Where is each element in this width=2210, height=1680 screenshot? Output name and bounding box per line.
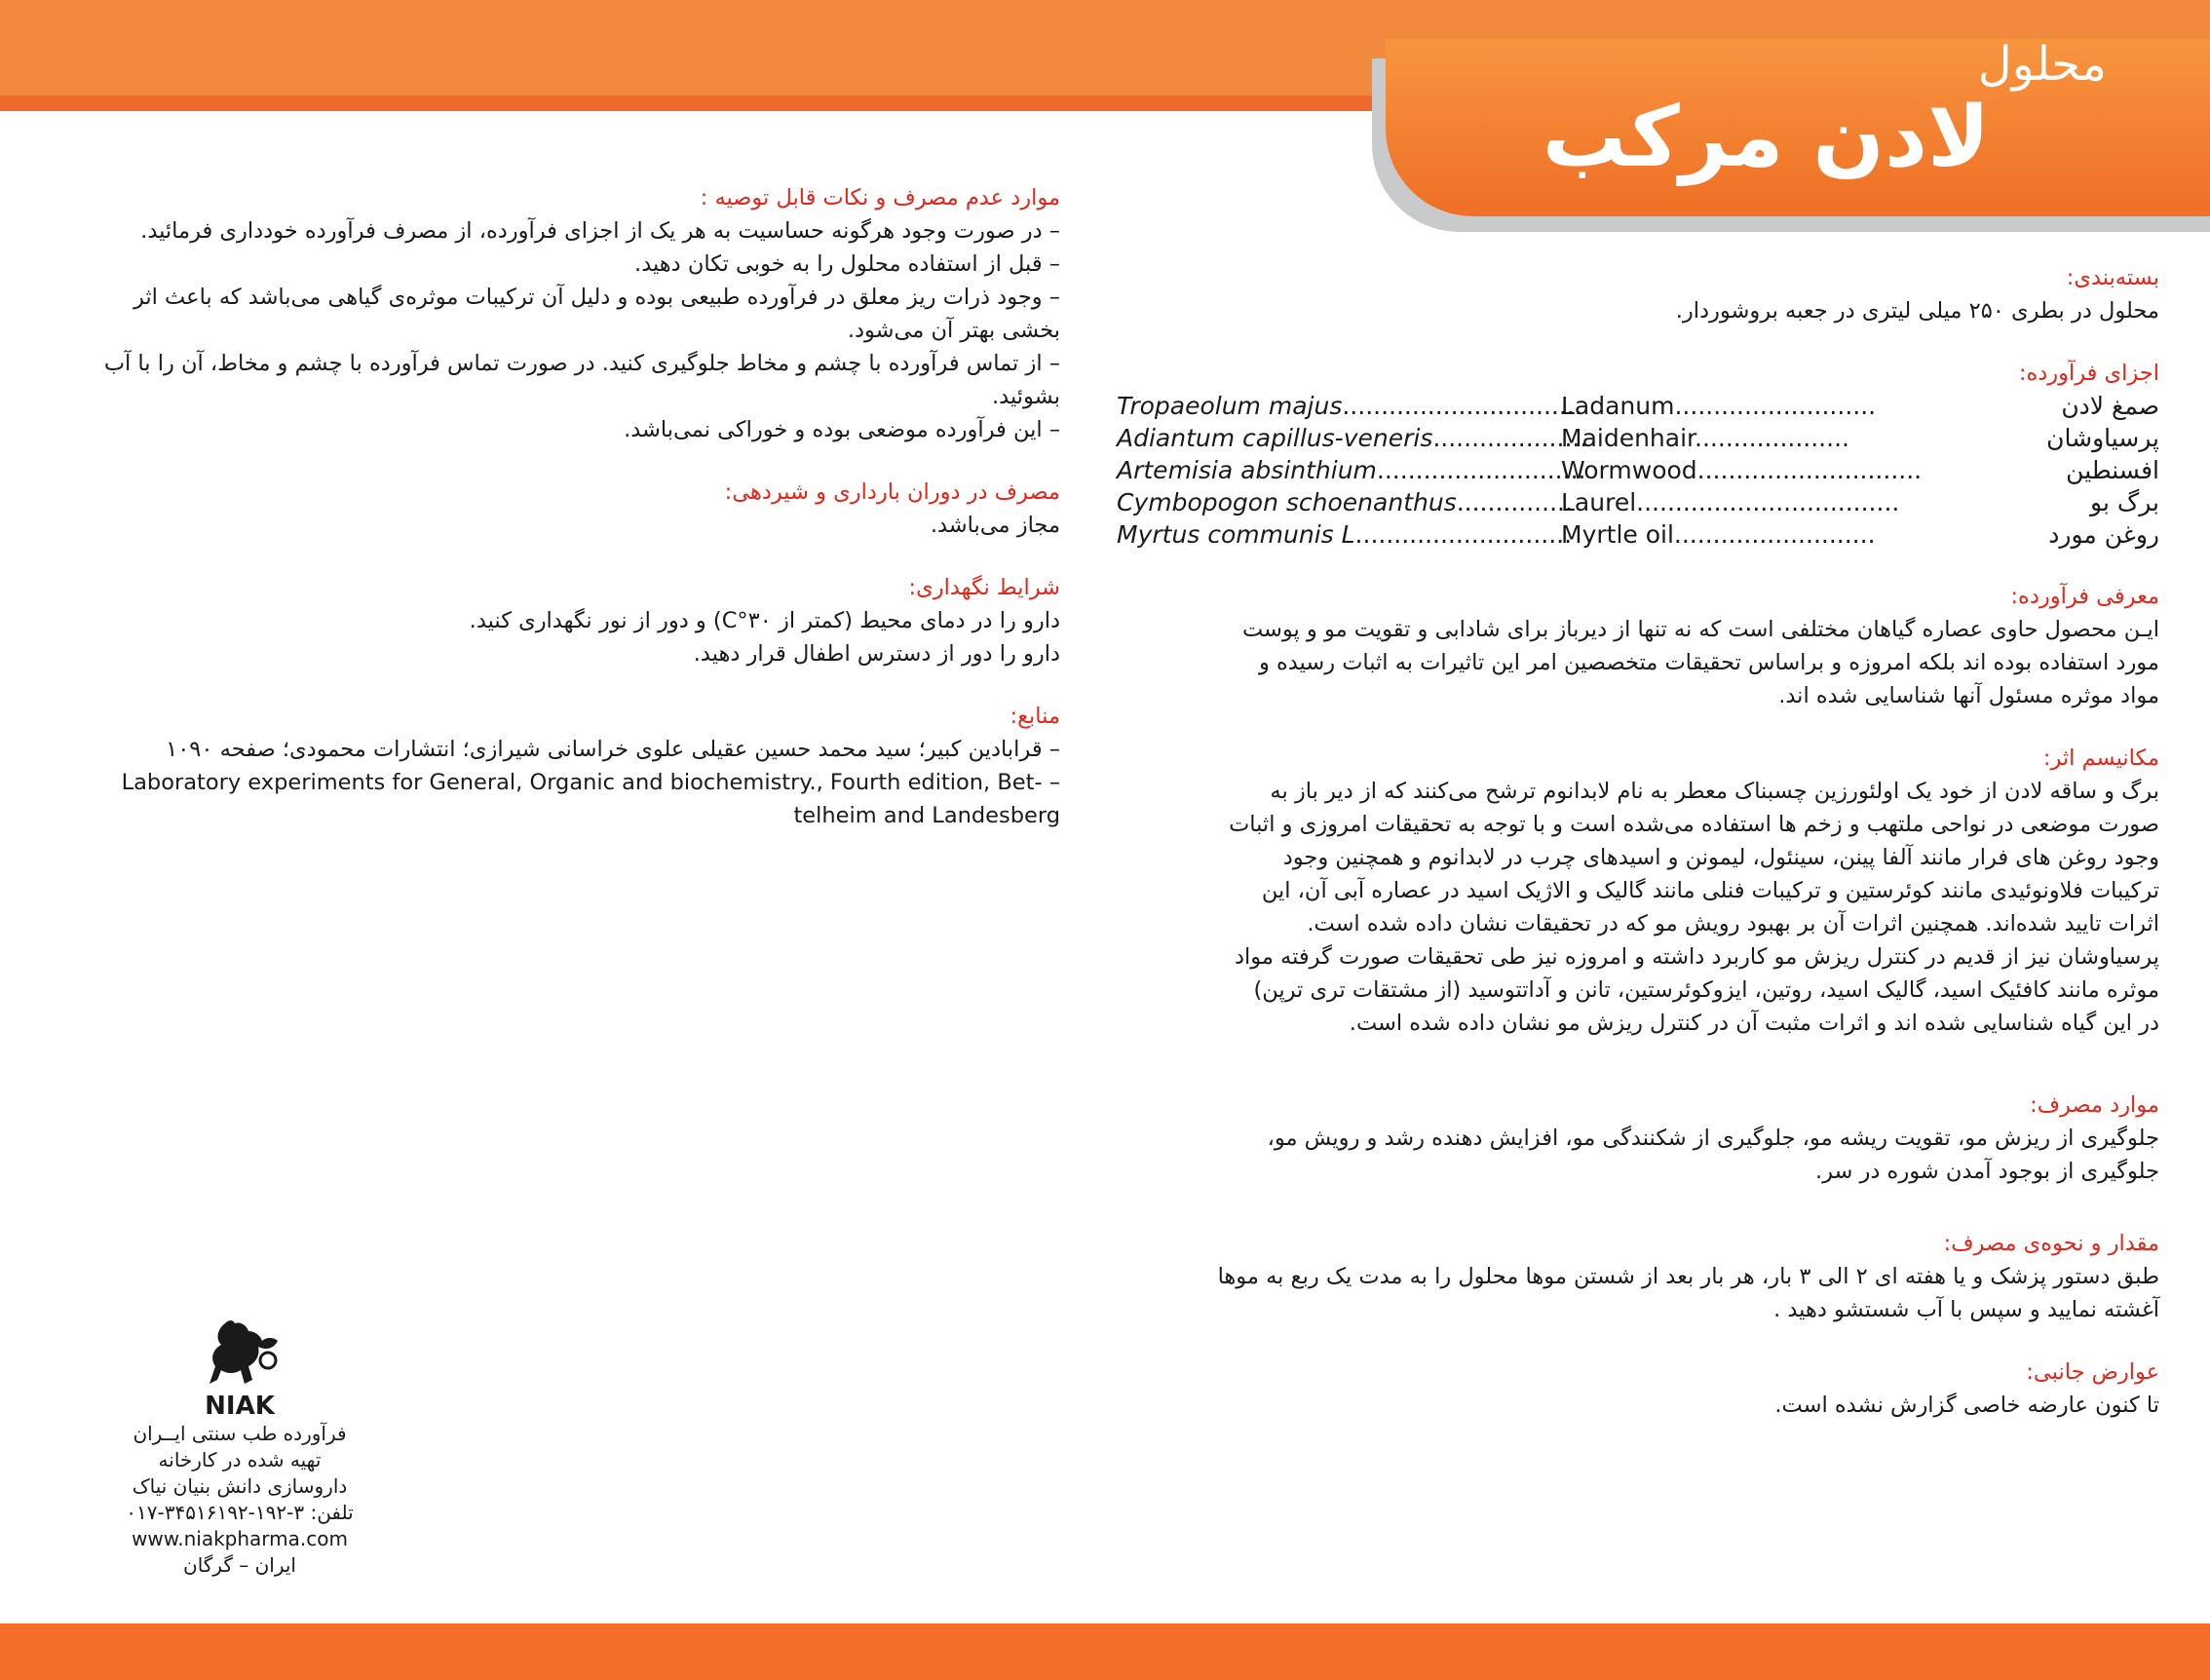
packaging-heading: بسته‌بندی:: [2066, 265, 2159, 290]
ingredient-english: Ladanum..........................: [1561, 392, 1877, 420]
dosage-line: طبق دستور پزشک و یا هفته ای ۲ الی ۳ بار، هر بار بعد از شستن موها محلول را به مدت یک ربع به موها: [1217, 1264, 2159, 1289]
ingredient-persian: پرسیاوشان: [2046, 424, 2159, 452]
mechanism-line: وجود روغن های فرار مانند آلفا پینن، سینئول، لیمونن و اسیدهای چرب در لابدانوم و همچنین وجود: [1282, 845, 2159, 870]
packaging-text: محلول در بطری ۲۵۰ میلی لیتری در جعبه بروشوردار.: [1675, 298, 2159, 324]
company-phone: تلفن: ۳-۱۹۲-۳۴۵۱۶۱۹۲-۰۱۷: [126, 1501, 354, 1524]
ingredient-persian: افسنطین: [2066, 456, 2159, 484]
dosage-section: [1117, 1227, 2159, 1326]
side-effects-heading: عوارض جانبی:: [2026, 1359, 2159, 1385]
ingredient-row: [1117, 390, 2159, 422]
left-column: [57, 181, 1060, 861]
source-english: Laboratory experiments for General, Organic and biochemistry., Fourth edition, Bet- –: [121, 770, 1060, 795]
ingredient-persian: صمغ لادن: [2061, 392, 2159, 420]
company-line: فرآورده طب سنتی ایــران: [133, 1422, 347, 1445]
packaging-section: [1117, 261, 2159, 327]
contraindications-section: [57, 181, 1060, 446]
company-location: ایران – گرگان: [183, 1553, 296, 1577]
ingredient-persian: روغن مورد: [2048, 520, 2159, 549]
side-effects-section: [1117, 1355, 2159, 1422]
introduction-line: مواد موثره مسئول آنها شناسایی شده اند.: [1778, 683, 2159, 708]
introduction-line: مورد استفاده بوده اند بلکه امروزه و براساس تحقیقات متخصصین امر این تاثیرات به اثبات رسیده و: [1258, 650, 2159, 675]
ingredient-scientific: Cymbopogon schoenanthus...............: [1117, 488, 1573, 516]
contraindications-line: – قبل از استفاده محلول را به خوبی تکان دهید.: [634, 251, 1060, 277]
indications-section: [1117, 1088, 2159, 1188]
ingredient-english: Laurel..................................: [1561, 488, 1900, 516]
ingredient-scientific: Artemisia absinthium...........................: [1117, 456, 1586, 484]
ingredient-persian: برگ بو: [2090, 488, 2159, 516]
niak-mascot-icon: [196, 1316, 284, 1394]
ingredient-scientific: Tropaeolum majus...............................: [1117, 392, 1582, 420]
dosage-line: آغشته نمایید و سپس با آب شستشو دهید .: [1773, 1297, 2159, 1322]
ingredient-english: Myrtle oil..........................: [1561, 520, 1876, 549]
contraindications-line: – از تماس فرآورده با چشم و مخاط جلوگیری کنید. در صورت تماس فرآورده با چشم و مخاط، آن را با آب: [103, 351, 1060, 376]
indications-line: جلوگیری از ریزش مو، تقویت ریشه مو، جلوگیری از شکنندگی مو، افزایش دهنده رشد و رویش مو،: [1267, 1126, 2159, 1151]
mechanism-section: [1117, 742, 2159, 1040]
company-line: تهیه شده در کارخانه: [158, 1448, 322, 1471]
brand-name: NIAK: [205, 1392, 275, 1421]
mechanism-line: صورت موضعی در نواحی ملتهب و زخم ها استفاده می‌شده است و با توجه به تحقیقات امروزی و اثبات: [1229, 812, 2159, 837]
ingredient-english: Wormwood.............................: [1561, 456, 1923, 484]
ingredient-scientific: Myrtus communis L............................: [1117, 520, 1573, 549]
mechanism-line: ترکیبات فلاونوئیدی مانند کوئرستین و ترکیبات فنلی مانند گالیک و الاژیک اسید در عصاره آبی آن، این: [1261, 878, 2159, 903]
storage-heading: شرایط نگهداری:: [908, 575, 1060, 600]
ingredient-row: [1117, 422, 2159, 454]
mechanism-line: برگ و ساقه لادن از خود یک اولئورزین چسبناک معطر به نام لابدانوم ترشح می‌کنند که از دیر باز به: [1270, 779, 2159, 804]
storage-section: [57, 571, 1060, 670]
bottom-band: [0, 1623, 2210, 1680]
mechanism-line: پرسیاوشان نیز از قدیم در کنترل ریزش مو کاربرد داشته و امروزه نیز طی تحقیقات صورت گرفته مواد: [1234, 944, 2159, 970]
mechanism-line: موثره مانند کافئیک اسید، گالیک اسید، روتین، ایزوکوئرستین، تانن و آداتتوسید (از مشتقات تری ترپن): [1253, 977, 2159, 1003]
indications-line: جلوگیری از بوجود آمدن شوره در سر.: [1814, 1159, 2159, 1184]
introduction-heading: معرفی فرآورده:: [2010, 584, 2159, 609]
introduction-section: [1117, 580, 2159, 712]
ingredient-scientific: Adiantum capillus-veneris....................: [1117, 424, 1588, 452]
ingredient-english: Maidenhair....................: [1561, 424, 1849, 452]
contraindications-heading: موارد عدم مصرف و نکات قابل توصیه :: [700, 185, 1060, 210]
introduction-line: ایـن محصول حاوی عصاره گیاهان مختلفی است که نه تنها از دیرباز برای شادابی و تقویت مو و پوست: [1241, 617, 2159, 642]
storage-line: دارو را دور از دسترس اطفال قرار دهید.: [693, 641, 1060, 667]
pregnancy-heading: مصرف در دوران بارداری و شیردهی:: [724, 479, 1060, 505]
contraindications-line: بخشی بهتر آن می‌شود.: [847, 318, 1060, 343]
storage-line: دارو را در دمای محیط (کمتر از ۳۰°C) و دور از نور نگهداری کنید.: [469, 608, 1060, 633]
ingredient-row: [1117, 518, 2159, 551]
company-website[interactable]: www.niakpharma.com: [132, 1527, 348, 1550]
contraindications-line: – وجود ذرات ریز معلق در فرآورده طبیعی بوده و دلیل آن ترکیبات موثره‌ی گیاهی می‌باشد که باعث اثر: [133, 285, 1060, 310]
source-english-cont: telheim and Landesberg: [793, 803, 1060, 828]
dosage-heading: مقدار و نحوه‌ی مصرف:: [1943, 1231, 2159, 1256]
contraindications-line: – این فرآورده موضعی بوده و خوراکی نمی‌باشد.: [624, 417, 1060, 442]
company-address: [94, 1421, 386, 1579]
ingredient-row: [1117, 454, 2159, 486]
right-column: [1117, 261, 2159, 1451]
product-subtitle: محلول: [1977, 37, 2107, 92]
company-block: [94, 1316, 386, 1579]
ingredient-row: [1117, 486, 2159, 518]
sources-section: [57, 700, 1060, 832]
indications-heading: موارد مصرف:: [2030, 1092, 2159, 1118]
ingredients-heading: اجزای فرآورده:: [2018, 361, 2159, 386]
mechanism-line: اثرات تایید شده‌اند. همچنین اثرات آن بر بهبود رویش مو که در تحقیقات نشان داده شده است.: [1307, 911, 2159, 936]
source-persian: – قرابادین کبیر؛ سید محمد حسین عقیلی علوی خراسانی شیرازی؛ انتشارات محمودی؛ صفحه ۱۰۹۰: [166, 737, 1060, 762]
side-effects-text: تا کنون عارضه خاصی گزارش نشده است.: [1774, 1393, 2159, 1418]
pregnancy-text: مجاز می‌باشد.: [930, 513, 1060, 538]
mechanism-heading: مکانیسم اثر:: [2042, 745, 2159, 771]
ingredients-section: [1117, 357, 2159, 551]
contraindications-line: – در صورت وجود هرگونه حساسیت به هر یک از اجزای فرآورده، از مصرف فرآورده خودداری فرمائید.: [140, 218, 1060, 244]
sources-heading: منابع:: [1010, 704, 1060, 729]
company-line: داروسازی دانش بنیان نیاک: [132, 1474, 348, 1498]
pregnancy-section: [57, 476, 1060, 542]
ingredients-list: [1117, 390, 2159, 551]
product-title: لادن مرکب: [1542, 89, 1990, 186]
contraindications-line: بشوئید.: [992, 384, 1060, 409]
mechanism-line: در این گیاه شناسایی شده اند و اثرات مثبت آن در کنترل ریزش مو نشان داده شده است.: [1349, 1011, 2159, 1036]
